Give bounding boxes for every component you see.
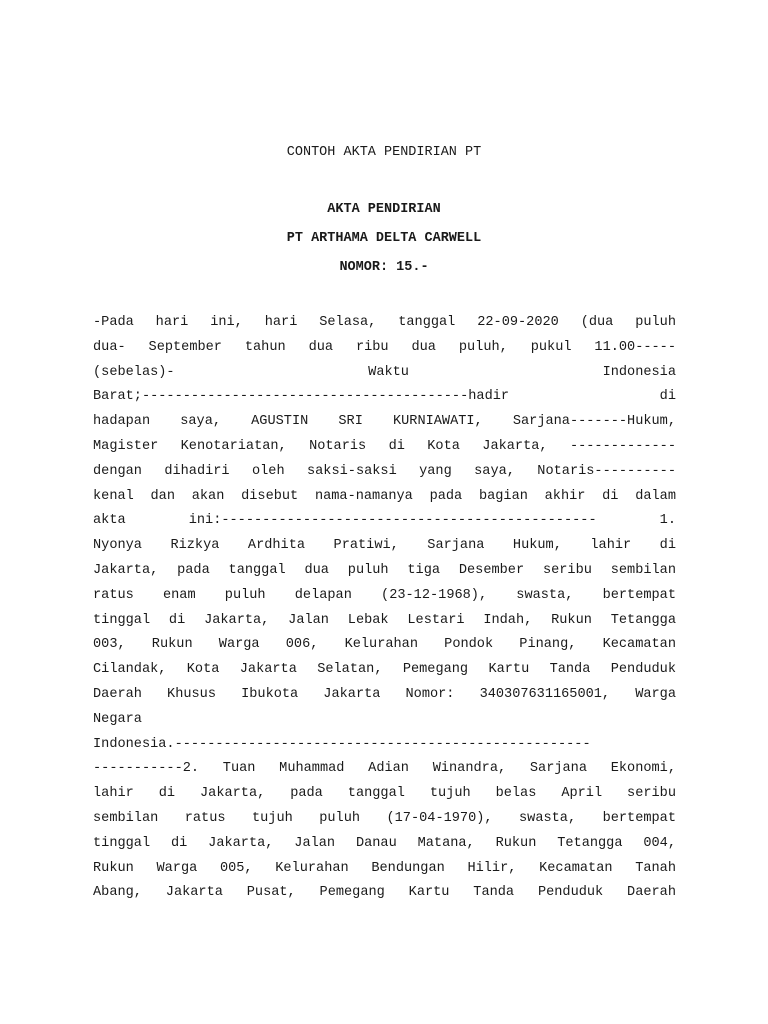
body-line: Rukun Warga 005, Kelurahan Bendungan Hilir, Kecamatan Tanah — [93, 860, 676, 876]
body-line: Barat;----------------------------------------hadir di — [93, 389, 676, 405]
body-line: sembilan ratus tujuh puluh (17-04-1970), swasta, bertempat — [93, 810, 676, 826]
body-line: lahir di Jakarta, pada tanggal tujuh belas April seribu — [93, 786, 676, 802]
deed-body — [93, 311, 676, 906]
deed-number-heading: NOMOR: 15.- — [339, 260, 429, 275]
body-line: Negara — [93, 711, 142, 727]
body-line: Cilandak, Kota Jakarta Selatan, Pemegang Kartu Tanda Penduduk — [93, 662, 676, 678]
body-line: -Pada hari ini, hari Selasa, tanggal 22-09-2020 (dua puluh — [93, 315, 676, 330]
body-line: 003, Rukun Warga 006, Kelurahan Pondok Pinang, Kecamatan — [93, 637, 676, 653]
body-line: Jakarta, pada tanggal dua puluh tiga Desember seribu sembilan — [93, 562, 676, 578]
body-line: Daerah Khusus Ibukota Jakarta Nomor: 340307631165001, Warga — [93, 686, 676, 702]
body-line: (sebelas)- Waktu Indonesia — [93, 364, 676, 380]
body-line: kenal dan akan disebut nama-namanya pada bagian akhir di dalam — [93, 488, 676, 504]
body-line: dengan dihadiri oleh saksi-saksi yang saya, Notaris---------- — [93, 463, 676, 479]
body-line: Abang, Jakarta Pusat, Pemegang Kartu Tanda Penduduk Daerah — [93, 885, 676, 901]
body-line: Indonesia.--------------------------------------------------- — [93, 736, 591, 752]
company-name-heading: PT ARTHAMA DELTA CARWELL — [286, 231, 482, 246]
body-line: Magister Kenotariatan, Notaris di Kota Jakarta, ------------- — [93, 438, 676, 454]
body-line: dua- September tahun dua ribu dua puluh, pukul 11.00----- — [93, 339, 676, 355]
document-title: CONTOH AKTA PENDIRIAN PT — [286, 145, 482, 160]
body-line: hadapan saya, AGUSTIN SRI KURNIAWATI, Sarjana-------Hukum, — [93, 414, 676, 430]
body-line: ratus enam puluh delapan (23-12-1968), swasta, bertempat — [93, 587, 676, 603]
body-line: tinggal di Jakarta, Jalan Danau Matana, Rukun Tetangga 004, — [93, 835, 676, 851]
body-line: Nyonya Rizkya Ardhita Pratiwi, Sarjana Hukum, lahir di — [93, 538, 676, 554]
deed-heading: AKTA PENDIRIAN — [327, 202, 441, 217]
body-line: tinggal di Jakarta, Jalan Lebak Lestari Indah, Rukun Tetangga — [93, 612, 676, 628]
body-line: -----------2. Tuan Muhammad Adian Winandra, Sarjana Ekonomi, — [93, 761, 676, 777]
body-line: akta ini:---------------------------------------------- 1. — [93, 513, 676, 529]
